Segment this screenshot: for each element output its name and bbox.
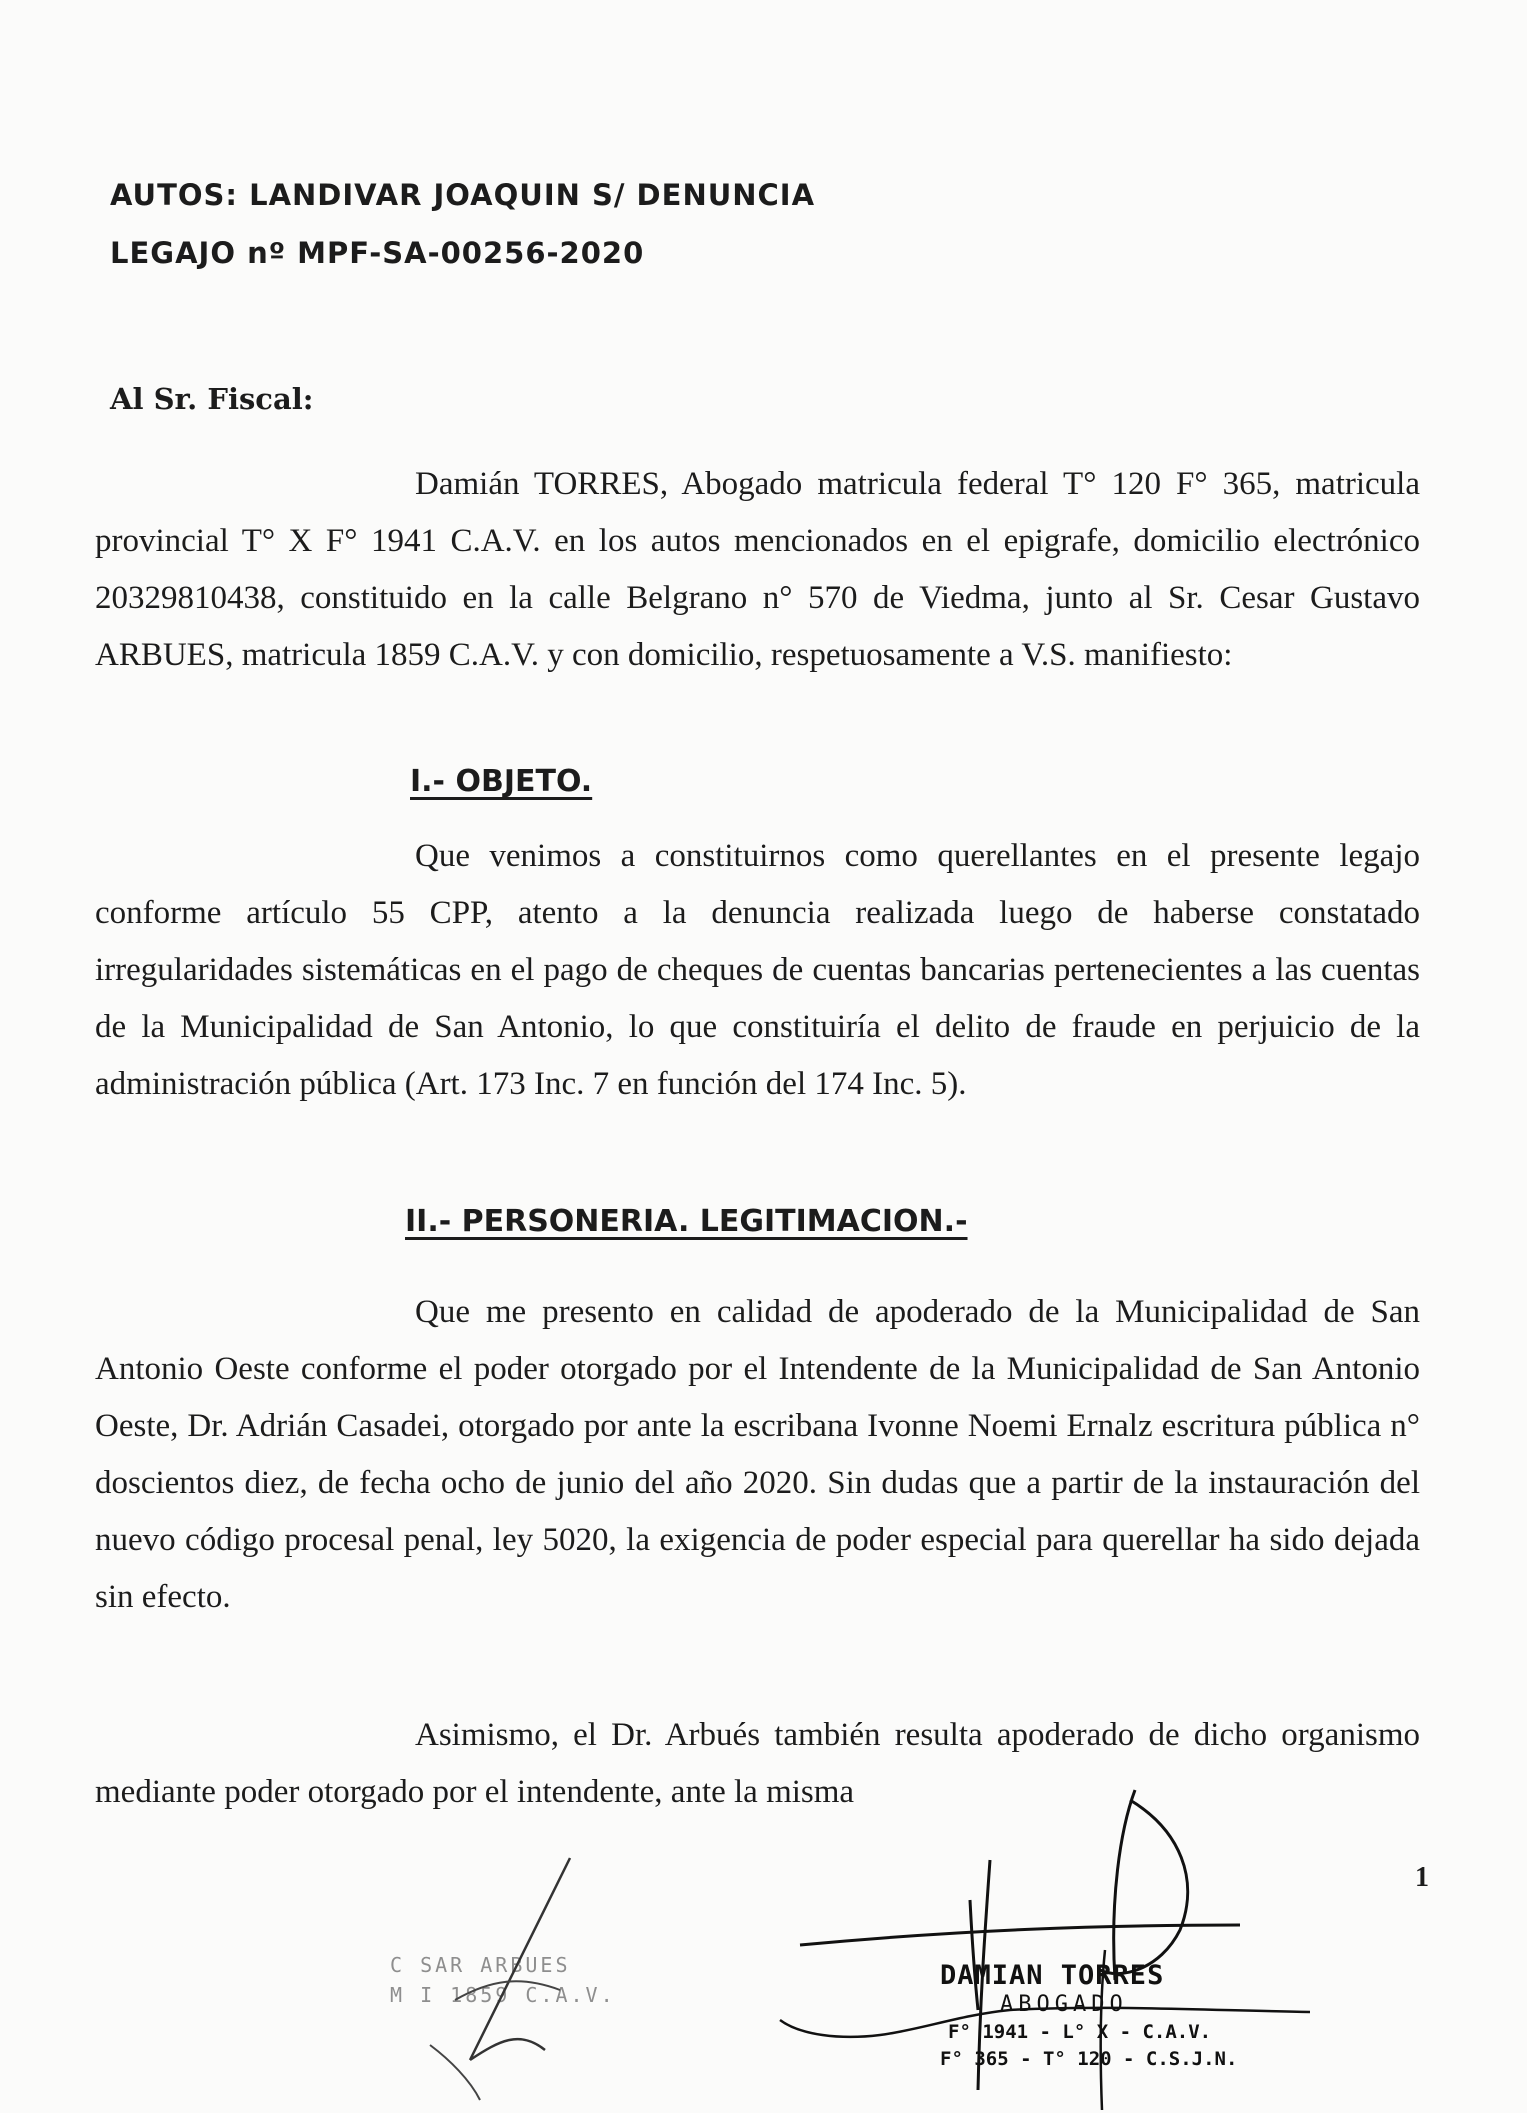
case-title: AUTOS: LANDIVAR JOAQUIN S/ DENUNCIA [110,178,816,212]
signature-left-stroke [470,1858,570,2060]
asimismo-paragraph: Asimismo, el Dr. Arbués también resulta apoderado de dicho organismo mediante poder otorgado por el intendente, ante la misma [95,1717,1420,1810]
stamp-torres-provincial: F° 1941 - L° X - C.A.V. [948,2021,1212,2043]
section-heading-personeria: II.- PERSONERIA. LEGITIMACION.- [405,1204,968,1239]
stamp-torres-name: DAMIAN TORRES [940,1960,1165,1991]
page-number: 1 [1415,1862,1429,1893]
stamp-arbues-matricula: M I 1859 C.A.V. [390,1983,616,2007]
signature-left-flourish [430,1981,560,2100]
objeto-paragraph: Que venimos a constituirnos como querellantes en el presente legajo conforme artículo 55 CPP, atento a la denuncia realizada luego de haberse constatado irregularidades sistemáticas en el pago de cheques de cuentas bancarias pertenecientes a las cuentas de la Municipalidad de San Antonio, lo que constituiría el delito de fraude en perjuicio de la administración pública (Art. 173 Inc. 7 en función del 174 Inc. 5). [95,838,1420,1102]
stamp-torres [940,1960,1237,2073]
stamp-torres-federal: F° 365 - T° 120 - C.S.J.N. [940,2048,1238,2070]
salutation: Al Sr. Fiscal: [110,382,314,416]
signature-right-loop [1100,1790,1188,1980]
stamp-arbues-name: C SAR ARBUES [390,1953,571,1977]
personeria-paragraph: Que me presento en calidad de apoderado de la Municipalidad de San Antonio Oeste conforme el poder otorgado por el Intendente de la Municipalidad de San Antonio Oeste, Dr. Adrián Casadei, otorgado por ante la escribana Ivonne Noemi Ernalz escritura pública n° doscientos diez, de fecha ocho de junio del año 2020. Sin dudas que a partir de la instauración del nuevo código procesal penal, ley 5020, la exigencia de poder especial para querellar ha sido dejada sin efecto. [95,1294,1420,1615]
case-file-number: LEGAJO nº MPF-SA-00256-2020 [110,236,645,270]
section-heading-objeto: I.- OBJETO. [410,764,593,799]
stamp-torres-title: ABOGADO [1000,1992,1128,2017]
intro-paragraph: Damián TORRES, Abogado matricula federal T° 120 F° 365, matricula provincial T° X F° 1941 C.A.V. en los autos mencionados en el epigrafe, domicilio electrónico 20329810438, constituido en la calle Belgrano n° 570 de Viedma, junto al Sr. Cesar Gustavo ARBUES, matricula 1859 C.A.V. y con domicilio, respetuosamente a V.S. manifiesto: [95,466,1420,673]
